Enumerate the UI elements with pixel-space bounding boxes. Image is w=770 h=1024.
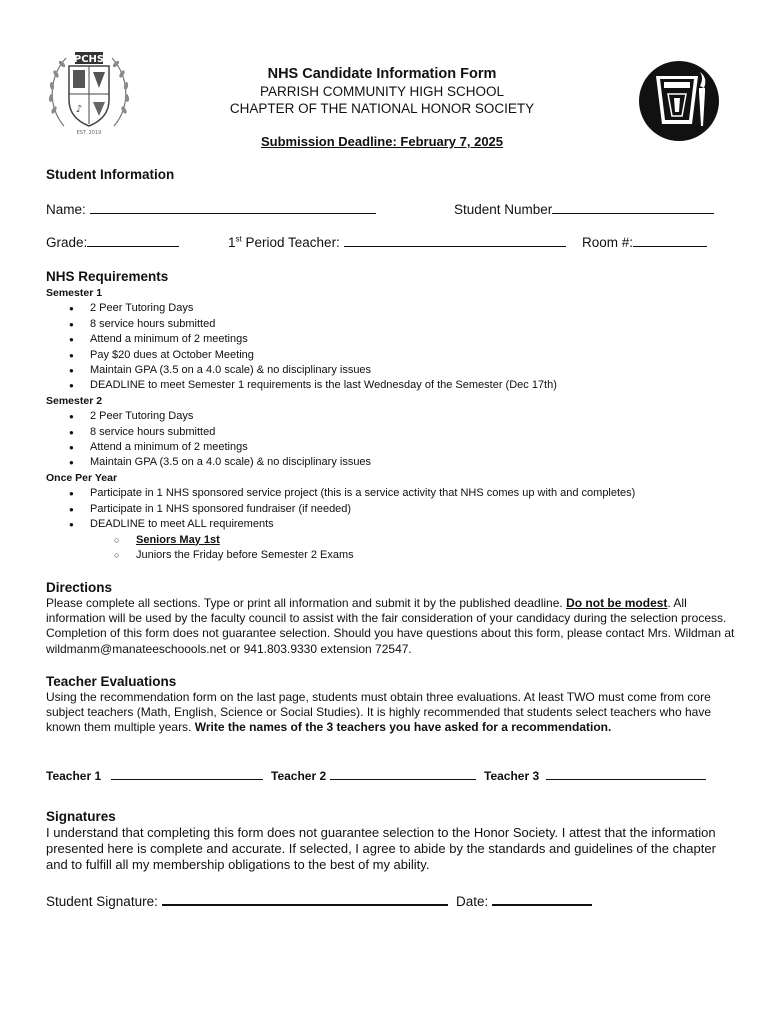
list-item: ● Participate in 1 NHS sponsored fundraiser (if needed) xyxy=(90,502,746,517)
teacher-evaluations-heading: Teacher Evaluations xyxy=(46,674,177,689)
semester1-label: Semester 1 xyxy=(46,287,103,299)
name-label: Name: xyxy=(46,202,86,217)
grade-line[interactable] xyxy=(87,234,179,247)
student-info-heading: Student Information xyxy=(46,167,175,182)
svg-text:♪: ♪ xyxy=(75,104,83,115)
signatures-heading: Signatures xyxy=(46,809,116,824)
teacher2-line[interactable] xyxy=(330,767,476,780)
list-item: ● Maintain GPA (3.5 on a 4.0 scale) & no disciplinary issues xyxy=(90,455,746,470)
once-per-year-list xyxy=(46,486,746,563)
list-item: ● DEADLINE to meet Semester 1 requirements is the last Wednesday of the Semester (Dec 17th) xyxy=(90,378,746,393)
directions-heading: Directions xyxy=(46,580,113,595)
deadline-sub-list xyxy=(90,533,746,564)
pchs-logo-est: EST. 2019 xyxy=(76,130,102,136)
name-line[interactable] xyxy=(90,201,376,214)
room-label: Room #: xyxy=(582,235,634,250)
list-item: ● 2 Peer Tutoring Days xyxy=(90,301,746,316)
student-signature-label: Student Signature: xyxy=(46,894,158,909)
nhs-requirements xyxy=(46,268,746,563)
once-per-year-label: Once Per Year xyxy=(46,471,118,484)
list-item: ● Attend a minimum of 2 meetings xyxy=(90,332,746,347)
list-item: ● 2 Peer Tutoring Days xyxy=(90,409,746,424)
teacher1-field[interactable] xyxy=(46,767,263,783)
list-item: ● DEADLINE to meet ALL requirements ○ Seniors May 1st ○ Juniors the Friday before Semester 2 Exams xyxy=(90,517,746,563)
teacher-evaluations-section xyxy=(46,673,736,736)
grade-field[interactable] xyxy=(46,234,179,250)
teacher3-field[interactable] xyxy=(484,767,706,783)
student-number-field[interactable] xyxy=(454,201,714,217)
student-number-label: Student Number xyxy=(454,202,553,217)
submission-deadline: Submission Deadline: February 7, 2025 xyxy=(260,134,504,149)
student-signature-line[interactable] xyxy=(162,892,448,906)
date-field[interactable] xyxy=(456,892,592,909)
list-item: ● Attend a minimum of 2 meetings xyxy=(90,440,746,455)
directions-section xyxy=(46,579,736,657)
teacher1-line[interactable] xyxy=(111,767,263,780)
nhs-emblem-logo xyxy=(638,60,720,142)
list-item: ○ Juniors the Friday before Semester 2 Exams xyxy=(136,548,746,563)
name-field[interactable] xyxy=(46,201,376,217)
list-item: ○ Seniors May 1st xyxy=(136,533,746,548)
semester2-list xyxy=(46,409,746,471)
period-teacher-field[interactable] xyxy=(228,234,566,250)
teacher2-field[interactable] xyxy=(271,767,476,783)
list-item: ● 8 service hours submitted xyxy=(90,425,746,440)
teacher-evaluations-text: Using the recommendation form on the last page, students must obtain three evaluations. At least TWO must come from core subject teachers (Math, English, Science or Social Studies). It is highly recommended that students select teachers who have known them multiple years. Write the names of the 3 teachers you have asked for a recommendation. xyxy=(46,690,712,735)
pchs-logo-text: PCHS xyxy=(73,54,105,65)
requirements-heading: NHS Requirements xyxy=(46,269,169,284)
room-field[interactable] xyxy=(582,234,707,250)
school-name: PARRISH COMMUNITY HIGH SCHOOL xyxy=(259,84,505,99)
date-label: Date: xyxy=(456,894,489,909)
chapter-name: CHAPTER OF THE NATIONAL HONOR SOCIETY xyxy=(229,101,535,116)
form-title: NHS Candidate Information Form xyxy=(267,66,497,82)
grade-label: Grade: xyxy=(46,235,88,250)
teacher2-label: Teacher 2 xyxy=(271,769,327,783)
semester1-list xyxy=(46,301,746,393)
date-line[interactable] xyxy=(492,892,592,906)
period-teacher-label: 1st Period Teacher: xyxy=(228,234,340,250)
teacher3-line[interactable] xyxy=(546,767,706,780)
signatures-text: I understand that completing this form does not guarantee selection to the Honor Society. I attest that the information presented here is complete and accurate. If selected, I agree to abide by the standards and guidelines of the chapter and to fulfill all my membership obligations to the best of my ability. xyxy=(46,825,716,872)
list-item: ● Participate in 1 NHS sponsored service project (this is a service activity that NHS comes up with and completes) xyxy=(90,486,746,501)
list-item: ● Pay $20 dues at October Meeting xyxy=(90,348,746,363)
teacher1-label: Teacher 1 xyxy=(46,769,102,783)
directions-emphasis: Do not be modest xyxy=(566,596,668,610)
list-item: ● Maintain GPA (3.5 on a 4.0 scale) & no disciplinary issues xyxy=(90,363,746,378)
semester2-label: Semester 2 xyxy=(46,394,103,407)
room-line[interactable] xyxy=(633,234,707,247)
signatures-section xyxy=(46,808,736,873)
period-teacher-line[interactable] xyxy=(344,234,566,247)
student-signature-field[interactable] xyxy=(46,892,448,909)
student-number-line[interactable] xyxy=(552,201,714,214)
pchs-crest-logo xyxy=(44,48,134,138)
teacher3-label: Teacher 3 xyxy=(484,769,540,783)
list-item: ● 8 service hours submitted xyxy=(90,317,746,332)
directions-text: Please complete all sections. Type or print all information and submit it by the published deadline. Do not be modest. All information will be used by the faculty council to assist with the fair consideration of your candidacy during the selection process. Completion of this form does not guarantee selection. Should you have questions about this form, please contact Mrs. Wildman at wildmanm@manateeschoools.net or 941.803.9330 extension 72547. xyxy=(46,596,735,656)
